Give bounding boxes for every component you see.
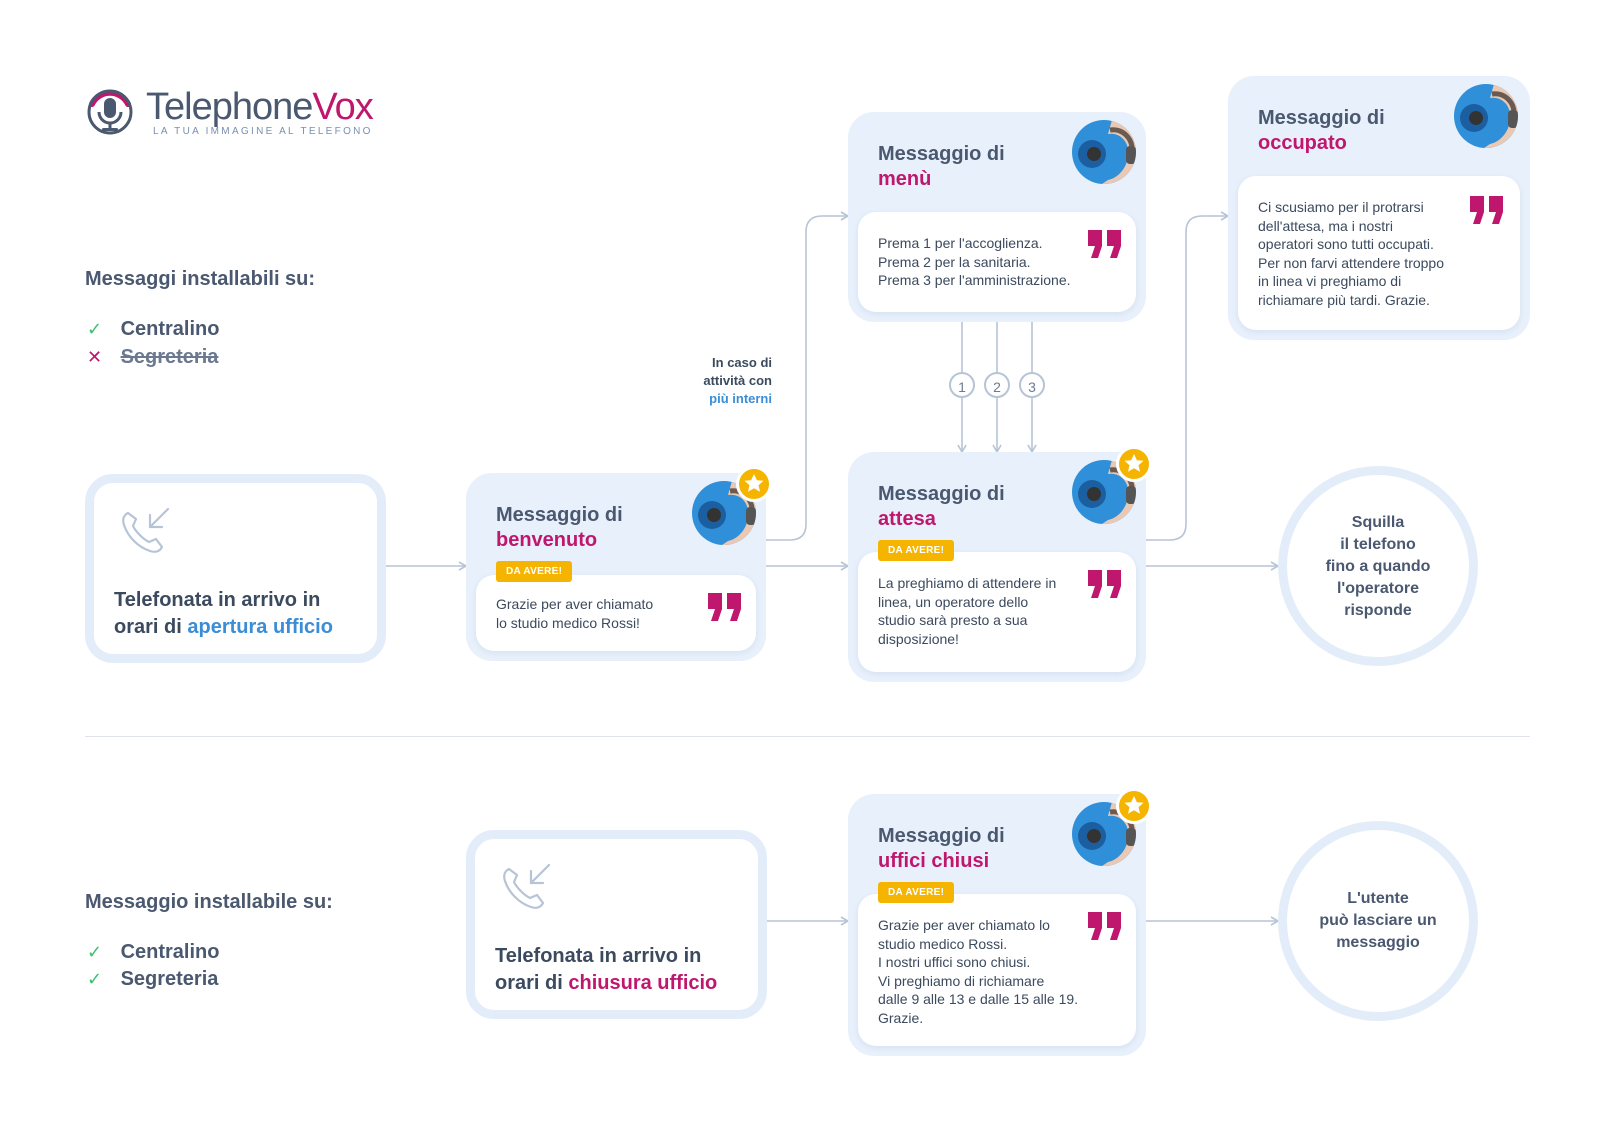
quote-icon [1086, 570, 1124, 600]
incoming-open-card [85, 474, 386, 663]
singer-avatar-icon [1072, 120, 1136, 184]
star-icon [1116, 788, 1152, 824]
top-item-label: Centralino [120, 318, 220, 340]
incoming-closed-line2: orari di chiusura ufficio [495, 972, 718, 994]
quote-icon [1086, 230, 1124, 260]
card-body: Grazie per aver chiamato lo studio medico Rossi. I nostri uffici sono chiusi. Vi preghiamo di richiamare dalle 9 alle 13 e dalle 15 alle 19. Grazie. [878, 917, 1079, 1026]
card-body: Ci scusiamo per il protrarsi dell'attesa, ma i nostri operatori sono tutti occupati. Per non farvi attendere troppo in linea vi preghiamo di richiamare più tardi. Grazie. [1258, 199, 1445, 308]
incoming-call-icon [118, 505, 174, 557]
incoming-closed-card [466, 830, 767, 1019]
top-item-segreteria [87, 346, 218, 369]
quote-icon [1086, 912, 1124, 942]
menu-option-3: 3 [1019, 372, 1045, 398]
card-body: La preghiamo di attendere in linea, un operatore dello studio sarà presto a sua disposizione! [878, 575, 1057, 647]
end-ring-text: Squilla il telefono fino a quando l'operatore risponde [1325, 514, 1431, 619]
note-line3: più interni [709, 391, 772, 406]
card-body: Prema 1 per l'accoglienza. Prema 2 per la sanitaria. Prema 3 per l'amministrazione. [878, 235, 1071, 288]
card-title: Messaggio di occupato [1258, 107, 1385, 154]
card-body: Grazie per aver chiamato lo studio medico Rossi! [496, 596, 654, 631]
menu-option-1: 1 [949, 372, 975, 398]
logo-name-b: Vox [312, 86, 373, 128]
check-icon: ✓ [87, 942, 103, 962]
note-line2: attività con [703, 373, 772, 388]
bottom-item-centralino [87, 941, 219, 964]
multi-extension-note [680, 354, 772, 408]
logo-name [146, 86, 373, 129]
arrow-attesa-to-occupato [1146, 216, 1228, 540]
star-icon [736, 466, 772, 502]
incoming-closed-text [495, 943, 717, 997]
star-icon [1116, 446, 1152, 482]
card-title: Messaggio di menù [878, 143, 1005, 190]
menu-option-2: 2 [984, 372, 1010, 398]
logo-tagline: LA TUA IMMAGINE AL TELEFONO [153, 126, 373, 137]
card-title: Messaggio di uffici chiusi [878, 825, 1005, 872]
top-item-label: Segreteria [120, 346, 219, 368]
section-divider [85, 736, 1530, 737]
check-icon: ✓ [87, 969, 103, 989]
badge-da-avere: DA AVERE! [496, 561, 572, 582]
incoming-open-text [114, 587, 333, 641]
quote-icon [1468, 196, 1506, 226]
incoming-closed-line1: Telefonata in arrivo in [495, 945, 702, 967]
bottom-item-segreteria [87, 968, 218, 991]
incoming-call-icon [499, 861, 555, 913]
top-item-centralino [87, 318, 219, 341]
quote-icon [706, 593, 744, 623]
badge-da-avere: DA AVERE! [878, 540, 954, 561]
arrow-benvenuto-to-menu [766, 216, 848, 540]
bottom-item-label: Centralino [120, 941, 220, 963]
bottom-heading: Messaggio installabile su: [85, 891, 333, 913]
incoming-open-line2: orari di apertura ufficio [114, 616, 333, 638]
check-icon: ✓ [87, 319, 103, 339]
cross-icon: ✕ [87, 347, 103, 367]
logo-name-a: Telephone [146, 86, 313, 128]
top-heading: Messaggi installabili su: [85, 268, 316, 290]
card-title: Messaggio di attesa [878, 483, 1005, 530]
incoming-open-line1: Telefonata in arrivo in [114, 589, 321, 611]
card-title: Messaggio di benvenuto [496, 504, 623, 551]
bottom-item-label: Segreteria [120, 968, 219, 990]
note-line1: In caso di [712, 355, 772, 370]
singer-avatar-icon [1454, 84, 1518, 148]
badge-da-avere: DA AVERE! [878, 882, 954, 903]
end-leave-text: L'utente può lasciare un messaggio [1319, 890, 1437, 951]
logo-icon [84, 84, 136, 136]
